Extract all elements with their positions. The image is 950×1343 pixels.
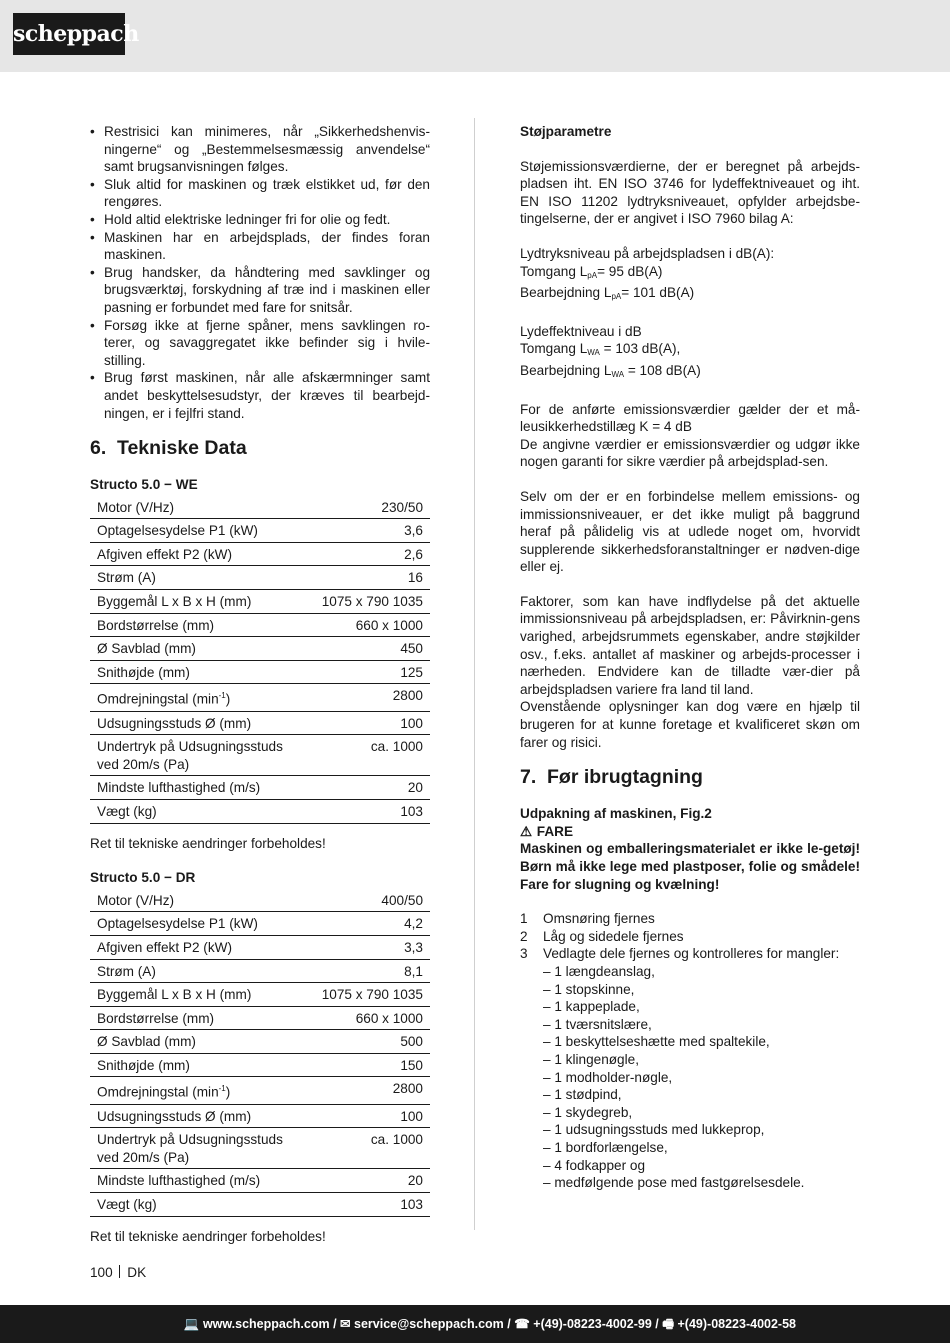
- spec-label: Udsugningsstuds Ø (mm): [90, 711, 306, 735]
- spec-row: [90, 496, 430, 519]
- step-text: Omsnøring fjernes: [543, 911, 655, 927]
- included-part: – 1 skydegreb,: [543, 1104, 633, 1120]
- safety-bullet: • Brug handsker, da håndtering med savklinger og brugsværktøj, forskydning af træ ind i maskinen eller pasning er forbundet med fare for snitsår.: [90, 264, 430, 317]
- scheppach-logo: scheppach: [13, 13, 125, 55]
- spec-value: 500: [306, 1030, 430, 1054]
- page-number: 100 DK: [90, 1265, 147, 1280]
- spec-label: Strøm (A): [90, 566, 306, 590]
- spec-value: 2800: [306, 684, 430, 711]
- spec-label: Byggemål L x B x H (mm): [90, 983, 306, 1007]
- spec-value: 20: [306, 1169, 430, 1193]
- safety-bullet: • Restrisici kan minimeres, når „Sikkerhedshenvis-ningerne“ og „Bestemmelsesmæssig anvendelse“ samt brugsanvisningen følges.: [90, 123, 430, 176]
- included-parts-list: [520, 963, 860, 1192]
- spec-table-dr: [90, 889, 430, 1217]
- spec-label: Byggemål L x B x H (mm): [90, 590, 306, 614]
- step-text: Låg og sidedele fjernes: [543, 928, 684, 944]
- spec-label: Ø Savblad (mm): [90, 1030, 306, 1054]
- spec-value: 1075 x 790 1035: [306, 590, 430, 614]
- spec-value: 230/50: [306, 496, 430, 519]
- spec-value: 150: [306, 1053, 430, 1077]
- spec-row: [90, 1053, 430, 1077]
- spec-row: [90, 542, 430, 566]
- mail-icon: ✉: [340, 1317, 351, 1331]
- spec-row: [90, 776, 430, 800]
- spec-row: [90, 799, 430, 823]
- spec-row: [90, 711, 430, 735]
- spec-value: 2800: [306, 1077, 430, 1104]
- spec-row: [90, 637, 430, 661]
- safety-bullet-list: [90, 123, 430, 422]
- spec-row: [90, 735, 430, 776]
- step-number: 2: [520, 928, 528, 944]
- spec-row: [90, 613, 430, 637]
- table-title-we: Structo 5.0 − WE: [90, 477, 198, 493]
- included-part: – 1 klingenøgle,: [543, 1051, 639, 1067]
- spec-label: Motor (V/Hz): [90, 496, 306, 519]
- spec-label: Snithøjde (mm): [90, 1053, 306, 1077]
- step-text: Vedlagte dele fjernes og kontrolleres for mangler:: [543, 946, 840, 962]
- computer-icon: 💻: [183, 1317, 200, 1331]
- section-heading-6: 6. Tekniske Data: [90, 437, 247, 460]
- spec-row: [90, 1128, 430, 1169]
- spec-row: [90, 660, 430, 684]
- danger-text: Maskinen og emballeringsmaterialet er ikke le-getøj! Børn må ikke lege med plastposer, folie og smådele! Fare for slugning og kvælning!: [520, 841, 860, 892]
- spec-row: [90, 935, 430, 959]
- spec-value: 100: [306, 711, 430, 735]
- footer-contact-bar: [0, 1305, 950, 1343]
- idle-power-line: Tomgang LWA = 103 dB(A),: [520, 341, 681, 358]
- spec-value: 20: [306, 776, 430, 800]
- spec-label: Udsugningsstuds Ø (mm): [90, 1104, 306, 1128]
- safety-bullet: • Sluk altid for maskinen og træk elstikket ud, før den rengøres.: [90, 176, 430, 211]
- table-note-we: Ret til tekniske aendringer forbeholdes!: [90, 835, 326, 851]
- safety-bullet: • Maskinen har en arbejdsplads, der findes foran maskinen.: [90, 229, 430, 264]
- noise-title: Støjparametre: [520, 124, 612, 139]
- sound-pressure-header: Lydtryksniveau på arbejdspladsen i dB(A):: [520, 245, 775, 261]
- noise-disclaimer: De angivne værdier er emissionsværdier og udgør ikke nogen garanti for sikre værdier på arbejdsplad-sen.: [520, 436, 860, 470]
- spec-row: [90, 983, 430, 1007]
- unpack-step: [520, 910, 860, 928]
- warning-triangle-icon: ⚠: [520, 823, 533, 839]
- table-note-dr: Ret til tekniske aendringer forbeholdes!: [90, 1228, 326, 1244]
- phone-number: +(49)-08223-4002-99 /: [533, 1317, 659, 1331]
- noise-immission: Selv om der er en forbindelse mellem emissions- og immissionsniveauer, er det ikke muligt på baggrund heraf på pålidelig vis at udlede noget om, hvorvidt supplerende sikkerhedsforanstaltninger er nødven-dige eller ej.: [520, 488, 860, 575]
- idle-pressure-line: Tomgang LpA= 95 dB(A): [520, 263, 663, 280]
- spec-value: 4,2: [306, 912, 430, 936]
- included-part: – 1 tværsnitslære,: [543, 1016, 652, 1032]
- page-header: [0, 0, 950, 72]
- included-part: – 1 modholder-nøgle,: [543, 1069, 673, 1085]
- spec-value: 3,3: [306, 935, 430, 959]
- included-part: – 4 fodkapper og: [543, 1157, 646, 1173]
- step-number: 3: [520, 946, 528, 962]
- spec-row: [90, 1104, 430, 1128]
- spec-value: 400/50: [306, 889, 430, 912]
- spec-value: 8,1: [306, 959, 430, 983]
- spec-label: Afgiven effekt P2 (kW): [90, 935, 306, 959]
- spec-label: Undertryk på Udsugningsstuds ved 20m/s (Pa): [90, 735, 306, 776]
- spec-value: 100: [306, 1104, 430, 1128]
- unpack-title: Udpakning af maskinen, Fig.2: [520, 806, 712, 822]
- spec-label: Optagelsesydelse P1 (kW): [90, 519, 306, 543]
- included-part: – 1 bordforlængelse,: [543, 1139, 668, 1155]
- left-column: [90, 123, 430, 1245]
- safety-bullet: • Brug først maskinen, når alle afskærmninger samt andet beskyttelsesudstyr, der kræves til bearbejd-ningen, er i fejlfri stand.: [90, 369, 430, 422]
- included-part: – 1 længdeanslag,: [543, 963, 655, 979]
- working-pressure-line: Bearbejdning LpA= 101 dB(A): [520, 285, 695, 302]
- spec-row: [90, 684, 430, 711]
- spec-row: [90, 889, 430, 912]
- spec-row: [90, 590, 430, 614]
- working-power-line: Bearbejdning LWA = 108 dB(A): [520, 362, 701, 379]
- spec-row: [90, 519, 430, 543]
- spec-label: Optagelsesydelse P1 (kW): [90, 912, 306, 936]
- spec-label: Strøm (A): [90, 959, 306, 983]
- spec-table-we: [90, 496, 430, 824]
- danger-label: ⚠ FARE: [520, 823, 574, 839]
- spec-value: 3,6: [306, 519, 430, 543]
- section-heading-7: 7. Før ibrugtagning: [520, 766, 703, 789]
- unpack-steps: [520, 910, 860, 963]
- spec-value: ca. 1000: [306, 735, 430, 776]
- spec-label: Motor (V/Hz): [90, 889, 306, 912]
- included-part: – 1 kappeplade,: [543, 999, 640, 1015]
- safety-bullet: • Hold altid elektriske ledninger fri for olie og fedt.: [90, 211, 430, 229]
- included-part: – medfølgende pose med fastgørelsesdele.: [543, 1175, 805, 1191]
- noise-intro: Støjemissionsværdierne, der er beregnet på arbejds-pladsen iht. EN ISO 3746 for lydeffektniveauet og iht. EN ISO 11202 lydtryksniveauet, opfylder arbejdsbe-tingelserne, der er angivet i ISO 7960 bilag A:: [520, 158, 860, 227]
- spec-row: [90, 912, 430, 936]
- right-column: [520, 123, 860, 1192]
- spec-row: [90, 1006, 430, 1030]
- step-number: 1: [520, 911, 528, 927]
- spec-row: [90, 566, 430, 590]
- spec-value: 103: [306, 1192, 430, 1216]
- spec-row: [90, 1030, 430, 1054]
- noise-guidance: Ovenstående oplysninger kan dog være en hjælp til brugeren for at kunne foretage et kvalificeret skøn om farer og risici.: [520, 699, 860, 750]
- spec-label: Mindste lufthastighed (m/s): [90, 776, 306, 800]
- spec-label: Undertryk på Udsugningsstuds ved 20m/s (Pa): [90, 1128, 306, 1169]
- unpack-step: [520, 928, 860, 946]
- spec-value: ca. 1000: [306, 1128, 430, 1169]
- spec-label: Ø Savblad (mm): [90, 637, 306, 661]
- spec-label: Omdrejningstal $(\min^{-1})$: [90, 684, 306, 711]
- spec-label: Bordstørrelse (mm): [90, 1006, 306, 1030]
- spec-value: 450: [306, 637, 430, 661]
- email-link[interactable]: service@scheppach.com /: [354, 1317, 511, 1331]
- spec-value: 125: [306, 660, 430, 684]
- column-divider: [474, 118, 475, 1230]
- spec-row: [90, 1169, 430, 1193]
- spec-label: Mindste lufthastighed (m/s): [90, 1169, 306, 1193]
- safety-bullet: • Forsøg ikke at fjerne spåner, mens savklingen ro-terer, og savaggregatet ikke befinder sig i hvile-stilling.: [90, 317, 430, 370]
- fax-icon: 🖷: [662, 1317, 675, 1331]
- spec-label: Vægt (kg): [90, 1192, 306, 1216]
- spec-label: Bordstørrelse (mm): [90, 613, 306, 637]
- spec-label: Omdrejningstal $(\min^{-1})$: [90, 1077, 306, 1104]
- table-title-dr: Structo 5.0 − DR: [90, 870, 196, 886]
- noise-factors: Faktorer, som kan have indflydelse på det aktuelle immissionsniveau på arbejdspladsen, er: Påvirknin-gens varighed, arbejdsrummets egenskaber, andre støjkilder osv., f.eks. antallet af maskiner og arbejds-processer i nærheden. Endvidere kan de tilladte vær-dier på arbejdspladsen variere fra land til land.: [520, 593, 860, 697]
- spec-value: 660 x 1000: [306, 1006, 430, 1030]
- included-part: – 1 beskyttelseshætte med spaltekile,: [543, 1034, 770, 1050]
- sound-power-header: Lydeffektniveau i dB: [520, 323, 642, 339]
- spec-label: Afgiven effekt P2 (kW): [90, 542, 306, 566]
- spec-label: Vægt (kg): [90, 799, 306, 823]
- spec-value: 103: [306, 799, 430, 823]
- noise-uncertainty: For de anførte emissionsværdier gælder der et må-leusikkerhedstillæg K = 4 dB: [520, 401, 860, 435]
- spec-row: [90, 959, 430, 983]
- spec-value: 16: [306, 566, 430, 590]
- fax-number: +(49)-08223-4002-58: [677, 1317, 796, 1331]
- included-part: – 1 udsugningsstuds med lukkeprop,: [543, 1122, 765, 1138]
- spec-value: 1075 x 790 1035: [306, 983, 430, 1007]
- included-part: – 1 stødpind,: [543, 1087, 622, 1103]
- spec-row: [90, 1077, 430, 1104]
- spec-row: [90, 1192, 430, 1216]
- spec-label: Snithøjde (mm): [90, 660, 306, 684]
- website-link[interactable]: www.scheppach.com /: [202, 1317, 337, 1331]
- spec-value: 2,6: [306, 542, 430, 566]
- unpack-step: [520, 945, 860, 963]
- included-part: – 1 stopskinne,: [543, 981, 635, 997]
- phone-icon: ☎: [514, 1317, 530, 1331]
- spec-value: 660 x 1000: [306, 613, 430, 637]
